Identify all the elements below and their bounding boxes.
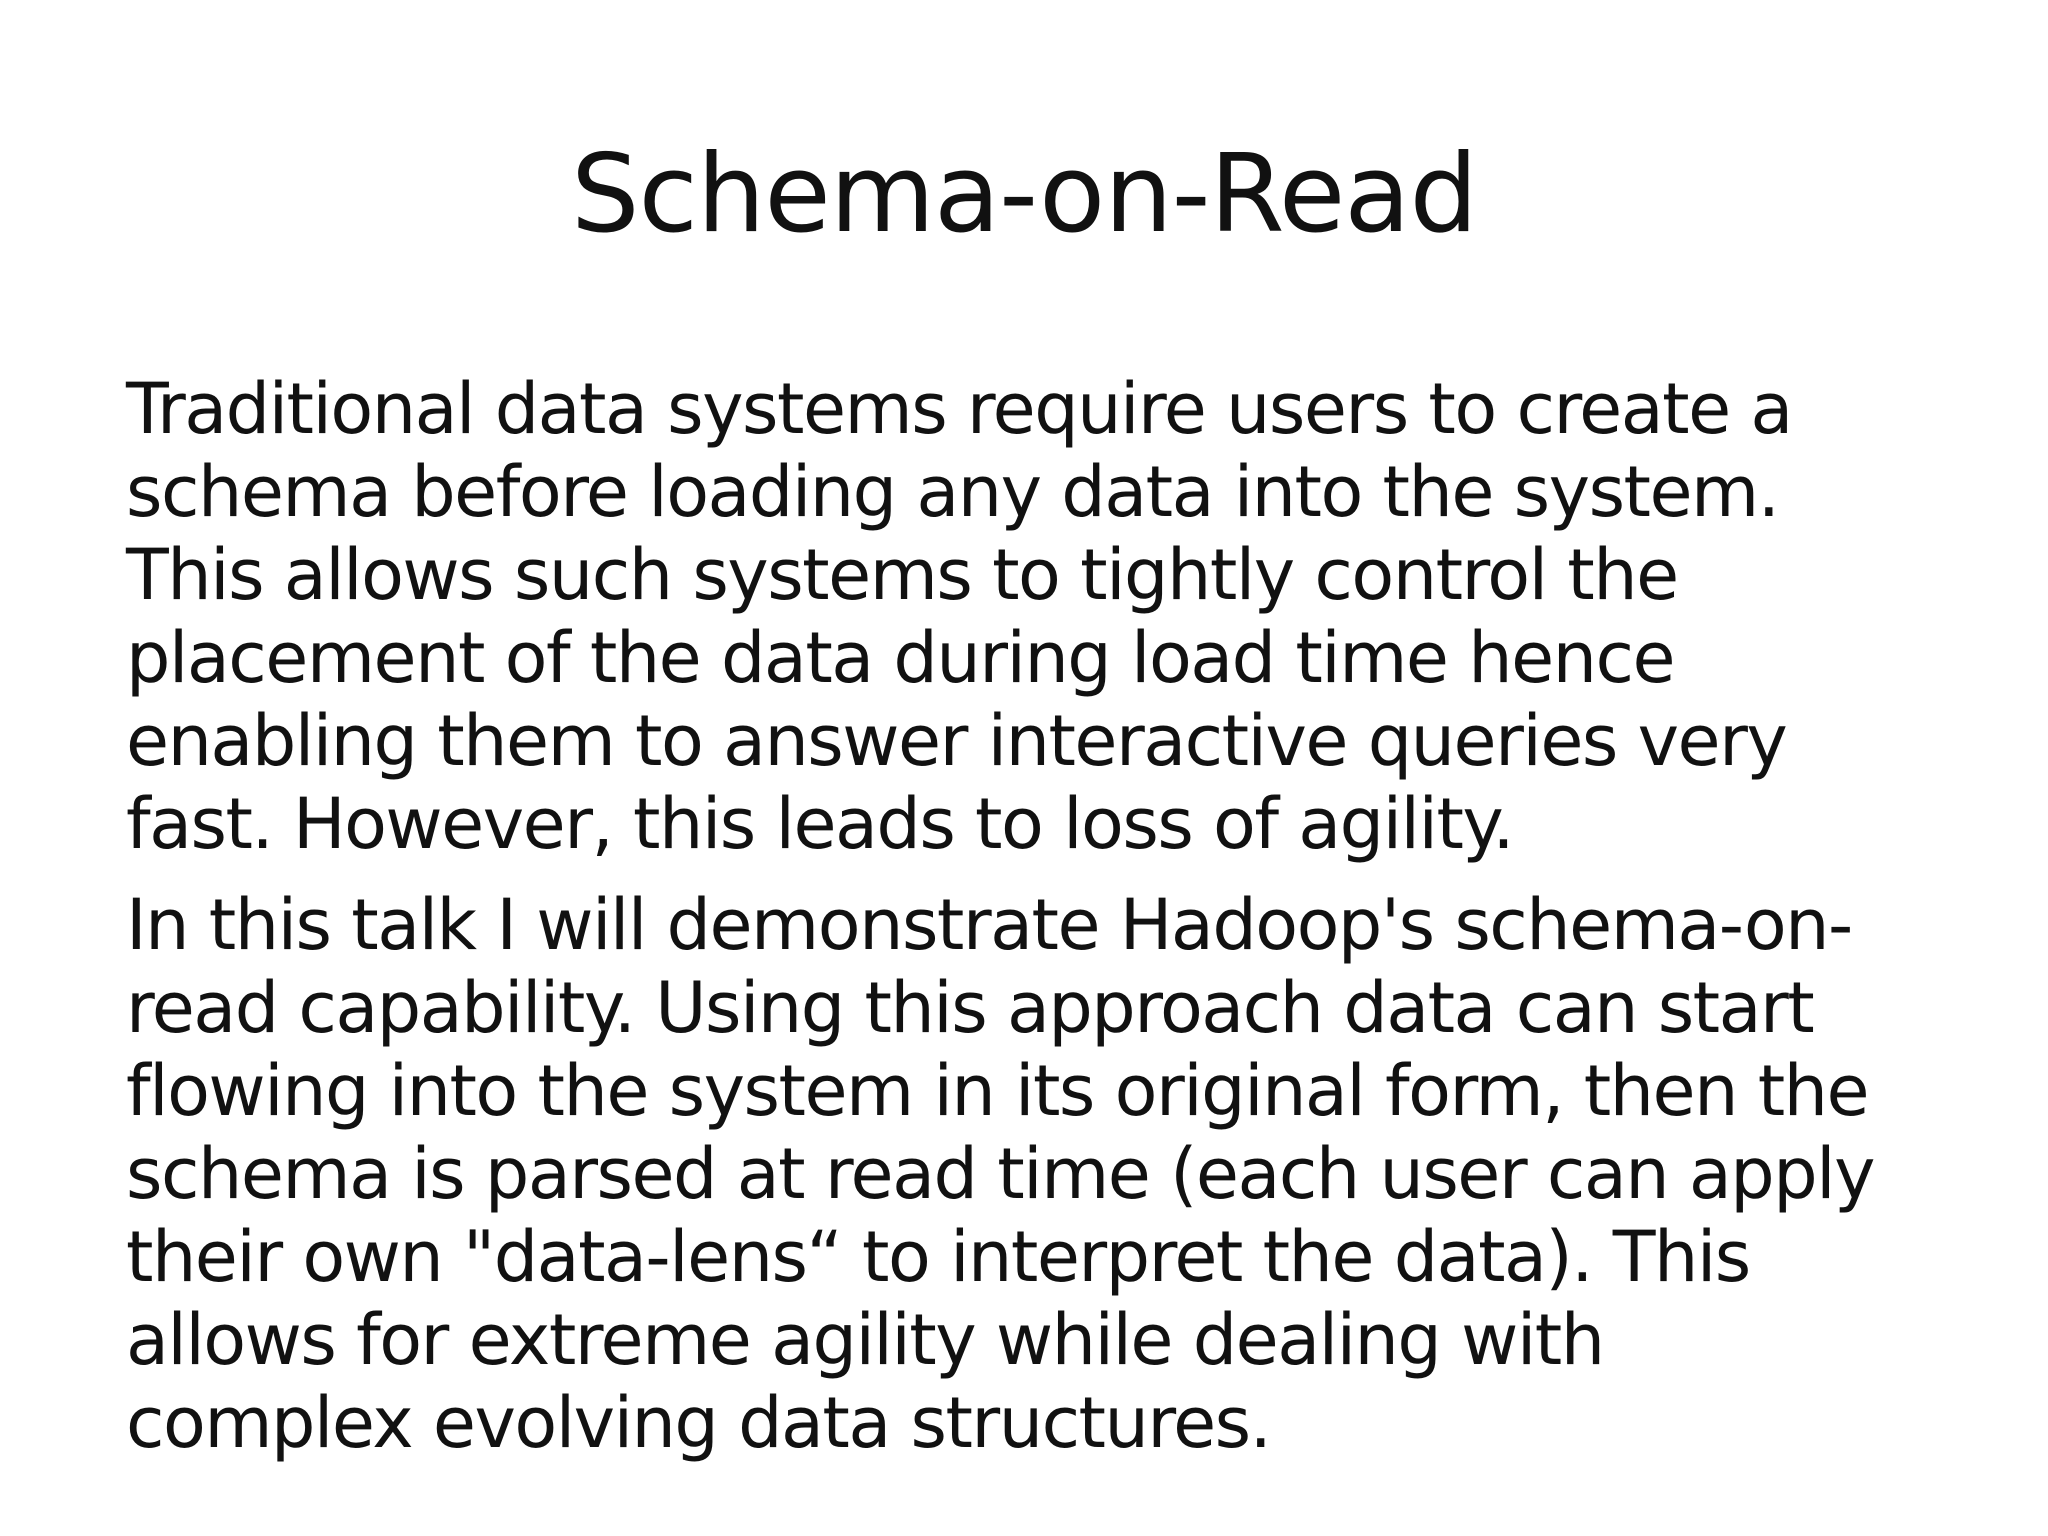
text-line: Traditional data systems require users to create a [126,368,1792,450]
text-line: flowing into the system in its original form, then the [126,1050,1869,1132]
text-line: schema is parsed at read time (each user can apply [126,1133,1875,1215]
text-line: read capability. Using this approach data can start [126,967,1814,1049]
text-line: complex evolving data structures. [126,1382,1271,1464]
text-line: enabling them to answer interactive queries very [126,700,1787,782]
paragraph-traditional-systems [126,368,1926,866]
text-line: In this talk I will demonstrate Hadoop's schema-on- [126,884,1852,966]
text-line: This allows such systems to tightly control the [126,534,1678,616]
text-line: fast. However, this leads to loss of agility. [126,783,1514,865]
text-line: schema before loading any data into the system. [126,451,1779,533]
text-line: placement of the data during load time hence [126,617,1675,699]
slide-body [126,368,1926,1465]
paragraph-hadoop-demo [126,884,1926,1465]
slide-title: Schema-on-Read [570,132,1478,257]
text-line: allows for extreme agility while dealing with [126,1299,1604,1381]
text-line: their own "data-lens“ to interpret the data). This [126,1216,1750,1298]
